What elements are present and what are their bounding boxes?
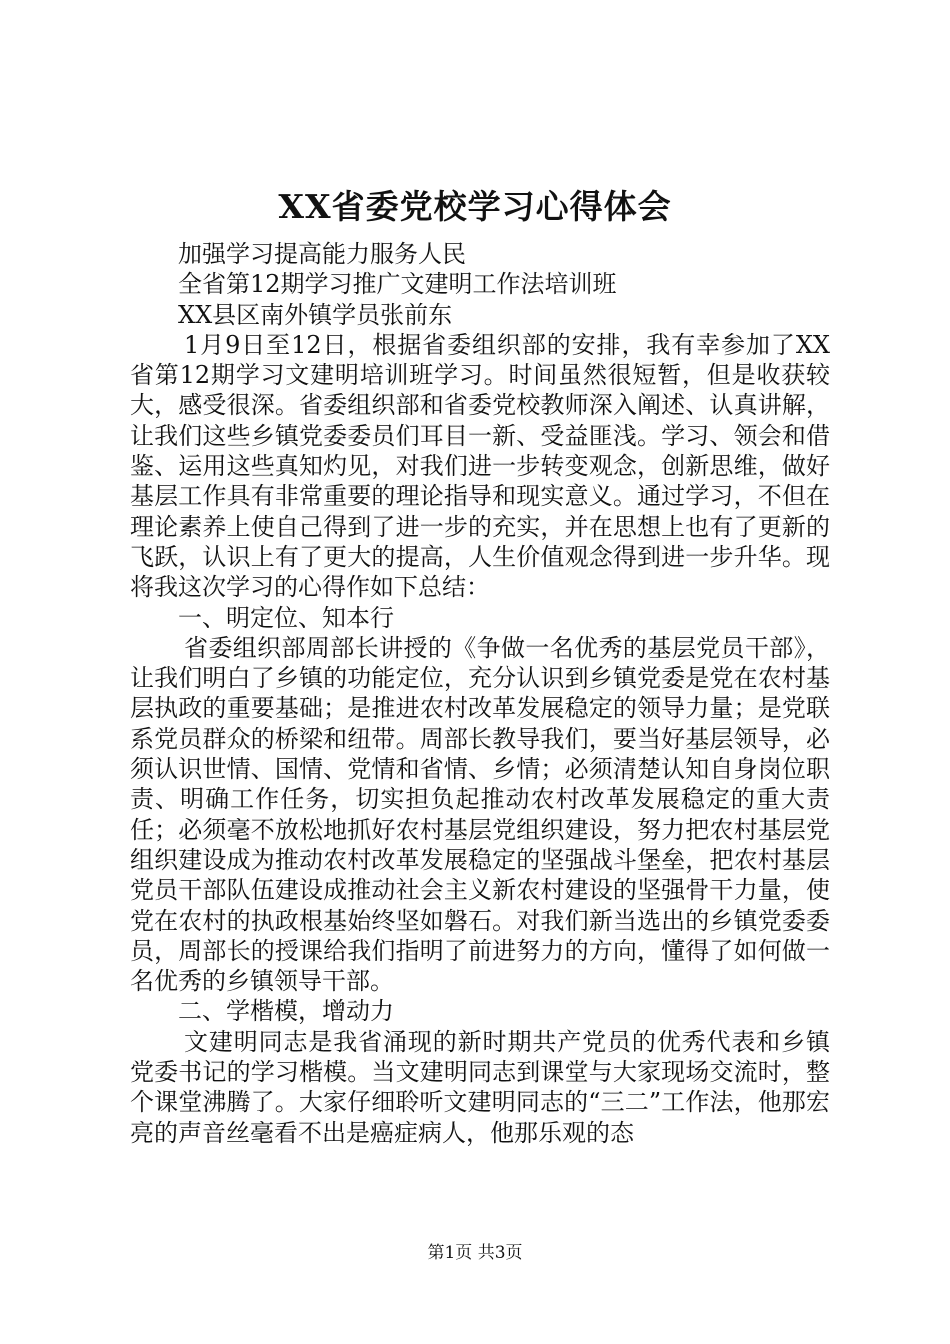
page-number-footer: 第1页 共3页: [427, 1243, 523, 1263]
body-paragraph: 文建明同志是我省涌现的新时期共产党员的优秀代表和乡镇党委书记的学习楷模。当文建明同志到课堂与大家现场交流时，整个课堂沸腾了。大家仔细聆听文建明同志的“三二”工作法，他那宏亮的声音丝毫看不出是癌症病人，他那乐观的态: [130, 1027, 830, 1147]
subtitle-line: 全省第12期学习推广文建明工作法培训班: [178, 270, 617, 299]
author-line: XX县区南外镇学员张前东: [178, 300, 453, 329]
section-heading: 一、明定位、知本行: [178, 603, 394, 632]
body-paragraph: 1月9日至12日，根据省委组织部的安排，我有幸参加了XX省第12期学习文建明培训班学习。时间虽然很短暂，但是收获较大，感受很深。省委组织部和省委党校教师深入阐述、认真讲解，让我们这些乡镇党委委员们耳目一新、受益匪浅。学习、领会和借鉴、运用这些真知灼见，对我们进一步转变观念，创新思维，做好基层工作具有非常重要的理论指导和现实意义。通过学习，不但在理论素养上使自己得到了进一步的充实，并在思想上也有了更新的飞跃，认识上有了更大的提高，人生价值观念得到进一步升华。现将我这次学习的心得作如下总结：: [130, 330, 830, 602]
section-heading: 二、学楷模，增动力: [178, 997, 394, 1026]
document-title: XX省委党校学习心得体会: [278, 187, 672, 226]
body-paragraph: 省委组织部周部长讲授的《争做一名优秀的基层党员干部》，让我们明白了乡镇的功能定位，充分认识到乡镇党委是党在农村基层执政的重要基础；是推进农村改革发展稳定的领导力量；是党联系党员群众的桥梁和纽带。周部长教导我们，要当好基层领导，必须认识世情、国情、党情和省情、乡情；必须清楚认知自身岗位职责、明确工作任务，切实担负起推动农村改革发展稳定的重大责任；必须毫不放松地抓好农村基层党组织建设，努力把农村基层党组织建设成为推动农村改革发展稳定的坚强战斗堡垒，把农村基层党员干部队伍建设成推动社会主义新农村建设的坚强骨干力量，使党在农村的执政根基始终坚如磐石。对我们新当选出的乡镇党委委员，周部长的授课给我们指明了前进努力的方向，懂得了如何做一名优秀的乡镇领导干部。: [130, 633, 830, 996]
subtitle-line: 加强学习提高能力服务人民: [178, 240, 466, 268]
document-body: [130, 239, 830, 1148]
